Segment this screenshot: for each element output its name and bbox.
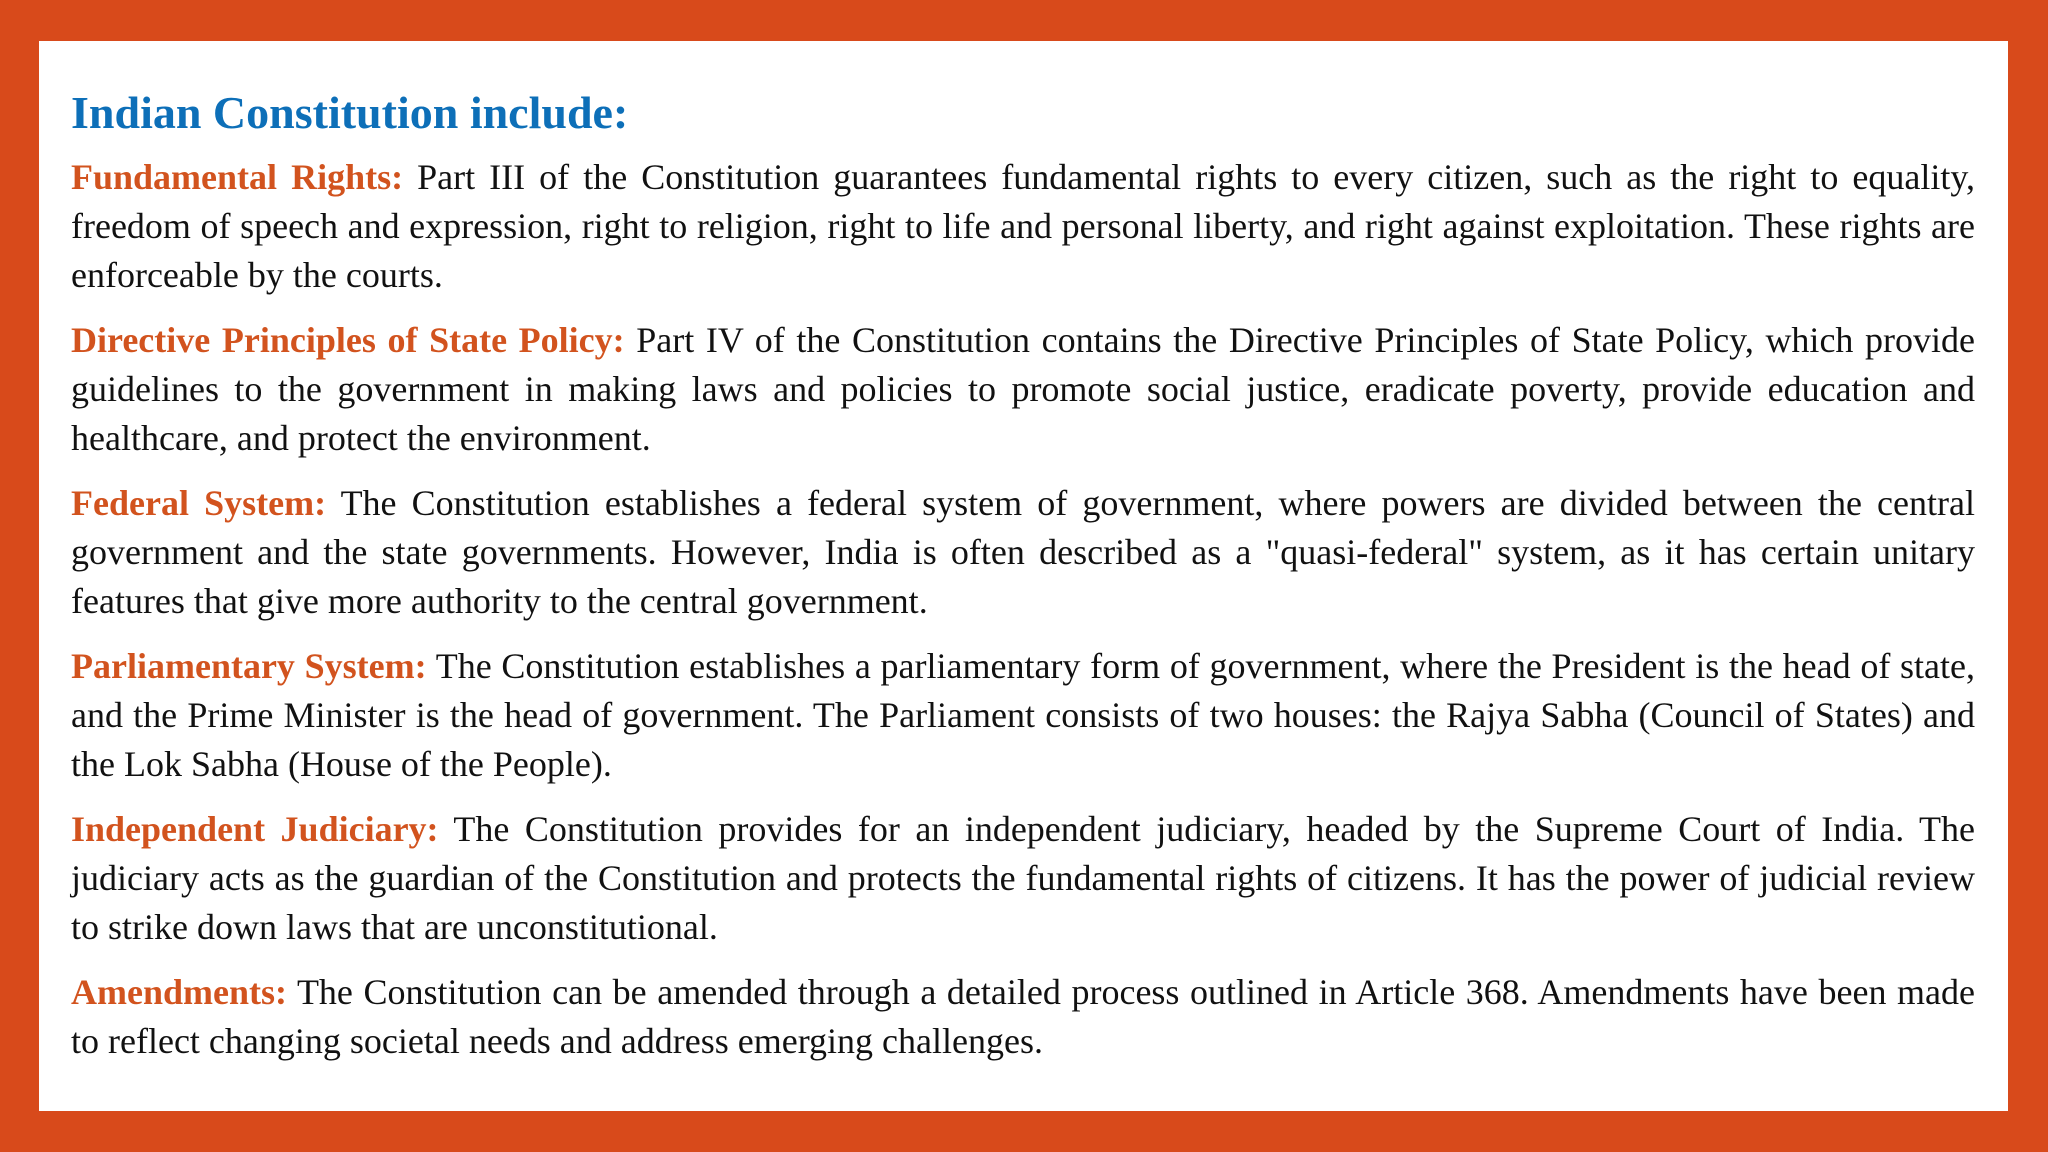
content-card [39,41,2008,1111]
section-term: Amendments: [71,971,287,1012]
section-term: Independent Judiciary: [71,808,439,849]
section-text: The Constitution establishes a federal system of government, where powers are divided between the central government and the state governments. However, India is often described as a "quasi-federal" system, as it has certain unitary features that give more authority to the central government. [71,482,1975,621]
section-fundamental-rights [71,153,1975,300]
section-amendments [71,968,1975,1066]
section-independent-judiciary [71,805,1975,952]
section-text: The Constitution can be amended through a detailed process outlined in Article 368. Amendments have been made to reflect changing societal needs and address emerging challenges. [71,971,1975,1061]
section-term: Fundamental Rights: [71,156,404,197]
section-federal-system [71,479,1975,626]
page-title: Indian Constitution include: [71,87,629,138]
section-term: Parliamentary System: [71,645,427,686]
section-parliamentary-system [71,642,1975,789]
section-text: Part IV of the Constitution contains the Directive Principles of State Policy, which provide guidelines to the government in making laws and policies to promote social justice, eradicate poverty, provide education and healthcare, and protect the environment. [71,319,1975,458]
section-term: Directive Principles of State Policy: [71,319,625,360]
section-term: Federal System: [71,482,327,523]
section-text: The Constitution establishes a parliamentary form of government, where the President is the head of state, and the Prime Minister is the head of government. The Parliament consists of two houses: the Rajya Sabha (Council of States) and the Lok Sabha (House of the People). [71,645,1976,784]
section-directive-principles [71,316,1975,463]
section-text: The Constitution provides for an independent judiciary, headed by the Supreme Court of India. The judiciary acts as the guardian of the Constitution and protects the fundamental rights of citizens. It has the power of judicial review to strike down laws that are unconstitutional. [71,808,1976,947]
section-text: Part III of the Constitution guarantees fundamental rights to every citizen, such as the right to equality, freedom of speech and expression, right to religion, right to life and personal liberty, and right against exploitation. These rights are enforceable by the courts. [71,156,1976,295]
